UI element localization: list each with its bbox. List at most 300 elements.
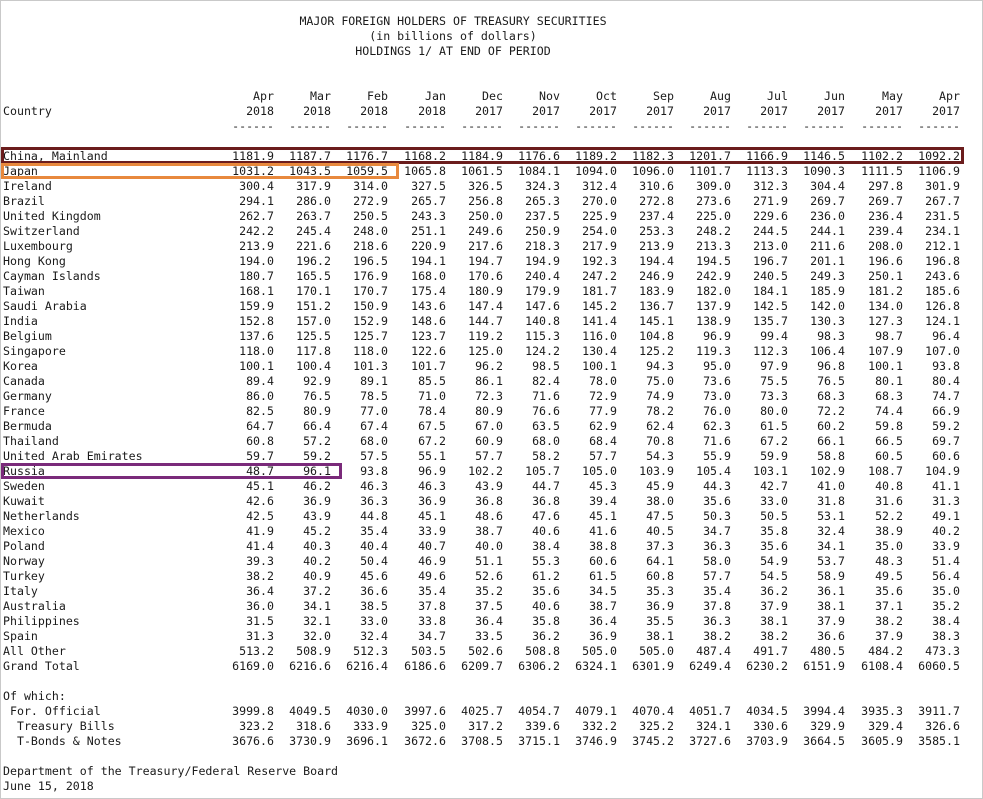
value-cell: 1043.5	[289, 164, 331, 178]
value-cell: 96.1	[303, 464, 331, 478]
value-cell: 122.6	[411, 344, 446, 358]
country-name: Belgium	[3, 329, 52, 343]
value-cell: 1096.0	[632, 164, 674, 178]
value-cell: 61.5	[760, 419, 788, 433]
value-cell: 1090.3	[803, 164, 845, 178]
value-cell: 57.7	[589, 449, 617, 463]
value-cell: 49.1	[932, 509, 960, 523]
value-cell: 196.6	[868, 254, 903, 268]
column-month: Jan	[425, 89, 446, 103]
of-which-name: Treasury Bills	[3, 719, 115, 733]
value-cell: 6186.6	[404, 659, 446, 673]
value-cell: 324.3	[525, 179, 560, 193]
country-name: Thailand	[3, 434, 59, 448]
value-cell: 63.5	[532, 419, 560, 433]
header-years-row	[0, 104, 983, 119]
value-cell: 77.9	[589, 404, 617, 418]
value-cell: 72.9	[589, 389, 617, 403]
value-cell: 138.9	[696, 314, 731, 328]
value-cell: 247.2	[582, 269, 617, 283]
value-cell: 41.4	[246, 539, 274, 553]
value-cell: 38.7	[475, 524, 503, 538]
of-which-row	[0, 704, 983, 719]
value-cell: 3703.9	[746, 734, 788, 748]
value-cell: 267.7	[925, 194, 960, 208]
value-cell: 64.1	[646, 554, 674, 568]
value-cell: 100.1	[868, 359, 903, 373]
value-cell: 73.6	[703, 374, 731, 388]
value-cell: 491.7	[753, 644, 788, 658]
value-cell: 130.4	[582, 344, 617, 358]
of-which-label: Of which:	[3, 689, 66, 703]
table-row	[0, 629, 983, 644]
value-cell: 66.1	[817, 434, 845, 448]
report-subtitle: (in billions of dollars)	[369, 29, 537, 43]
value-cell: 38.8	[589, 539, 617, 553]
value-cell: 44.8	[360, 509, 388, 523]
value-cell: 78.5	[360, 389, 388, 403]
value-cell: 66.5	[875, 434, 903, 448]
value-cell: 4030.0	[346, 704, 388, 718]
column-year: 2017	[932, 104, 960, 118]
column-underline: ------	[461, 119, 503, 133]
column-month: Apr	[939, 89, 960, 103]
column-underline: ------	[861, 119, 903, 133]
value-cell: 71.6	[703, 434, 731, 448]
value-cell: 73.0	[703, 389, 731, 403]
value-cell: 124.1	[925, 314, 960, 328]
value-cell: 502.6	[468, 644, 503, 658]
value-cell: 55.1	[418, 449, 446, 463]
value-cell: 80.0	[760, 404, 788, 418]
value-cell: 1111.5	[861, 164, 903, 178]
value-cell: 59.8	[875, 419, 903, 433]
value-cell: 102.9	[810, 464, 845, 478]
value-cell: 78.2	[646, 404, 674, 418]
value-cell: 106.4	[810, 344, 845, 358]
value-cell: 31.5	[246, 614, 274, 628]
value-cell: 333.9	[353, 719, 388, 733]
value-cell: 480.5	[810, 644, 845, 658]
table-row	[0, 389, 983, 404]
table-row	[0, 449, 983, 464]
country-name: Taiwan	[3, 284, 45, 298]
value-cell: 104.8	[639, 329, 674, 343]
table-row	[0, 479, 983, 494]
value-cell: 147.6	[525, 299, 560, 313]
value-cell: 249.6	[468, 224, 503, 238]
value-cell: 76.0	[703, 404, 731, 418]
value-cell: 45.1	[589, 509, 617, 523]
value-cell: 38.0	[646, 494, 674, 508]
value-cell: 38.5	[360, 599, 388, 613]
value-cell: 53.1	[817, 509, 845, 523]
column-underline: ------	[518, 119, 560, 133]
value-cell: 236.4	[868, 209, 903, 223]
value-cell: 3585.1	[918, 734, 960, 748]
value-cell: 242.9	[696, 269, 731, 283]
of-which-row	[0, 734, 983, 749]
value-cell: 1201.7	[689, 149, 731, 163]
value-cell: 105.4	[696, 464, 731, 478]
value-cell: 118.0	[239, 344, 274, 358]
value-cell: 119.3	[696, 344, 731, 358]
value-cell: 61.5	[589, 569, 617, 583]
column-year: 2017	[646, 104, 674, 118]
value-cell: 217.6	[468, 239, 503, 253]
value-cell: 213.9	[639, 239, 674, 253]
footer-date: June 15, 2018	[3, 779, 94, 793]
value-cell: 58.0	[703, 554, 731, 568]
value-cell: 1106.9	[918, 164, 960, 178]
value-cell: 118.0	[353, 344, 388, 358]
value-cell: 317.9	[296, 179, 331, 193]
value-cell: 86.1	[475, 374, 503, 388]
value-cell: 53.7	[817, 554, 845, 568]
value-cell: 239.4	[868, 224, 903, 238]
value-cell: 51.4	[932, 554, 960, 568]
value-cell: 67.5	[418, 419, 446, 433]
value-cell: 36.6	[817, 629, 845, 643]
value-cell: 103.1	[753, 464, 788, 478]
value-cell: 1176.6	[518, 149, 560, 163]
value-cell: 59.9	[760, 449, 788, 463]
column-month: Dec	[482, 89, 503, 103]
value-cell: 182.0	[696, 284, 731, 298]
value-cell: 213.9	[239, 239, 274, 253]
value-cell: 248.0	[353, 224, 388, 238]
value-cell: 1113.3	[746, 164, 788, 178]
value-cell: 50.3	[703, 509, 731, 523]
value-cell: 93.8	[932, 359, 960, 373]
value-cell: 165.5	[296, 269, 331, 283]
value-cell: 44.7	[532, 479, 560, 493]
value-cell: 332.2	[582, 719, 617, 733]
value-cell: 74.4	[875, 404, 903, 418]
value-cell: 96.9	[418, 464, 446, 478]
value-cell: 262.7	[239, 209, 274, 223]
column-year: 2017	[875, 104, 903, 118]
column-month: Nov	[539, 89, 560, 103]
value-cell: 60.2	[817, 419, 845, 433]
value-cell: 36.8	[532, 494, 560, 508]
value-cell: 78.0	[589, 374, 617, 388]
value-cell: 48.7	[246, 464, 274, 478]
value-cell: 1166.9	[746, 149, 788, 163]
value-cell: 36.4	[475, 614, 503, 628]
value-cell: 34.1	[303, 599, 331, 613]
value-cell: 4034.5	[746, 704, 788, 718]
value-cell: 1061.5	[461, 164, 503, 178]
value-cell: 38.2	[703, 629, 731, 643]
value-cell: 194.9	[525, 254, 560, 268]
value-cell: 36.0	[246, 599, 274, 613]
value-cell: 3746.9	[575, 734, 617, 748]
value-cell: 1187.7	[289, 149, 331, 163]
value-cell: 4049.5	[289, 704, 331, 718]
value-cell: 38.7	[589, 599, 617, 613]
report-title: MAJOR FOREIGN HOLDERS OF TREASURY SECURITIES	[299, 14, 607, 28]
value-cell: 237.5	[525, 209, 560, 223]
value-cell: 196.5	[353, 254, 388, 268]
value-cell: 48.6	[475, 509, 503, 523]
value-cell: 3715.1	[518, 734, 560, 748]
value-cell: 107.0	[925, 344, 960, 358]
value-cell: 75.5	[760, 374, 788, 388]
value-cell: 1181.9	[232, 149, 274, 163]
value-cell: 201.1	[810, 254, 845, 268]
value-cell: 45.9	[646, 479, 674, 493]
value-cell: 35.2	[932, 599, 960, 613]
value-cell: 140.8	[525, 314, 560, 328]
value-cell: 213.0	[753, 239, 788, 253]
value-cell: 104.9	[925, 464, 960, 478]
value-cell: 6249.4	[689, 659, 731, 673]
column-underline: ------	[632, 119, 674, 133]
value-cell: 40.6	[532, 599, 560, 613]
table-row	[0, 284, 983, 299]
column-underline: ------	[746, 119, 788, 133]
value-cell: 36.3	[360, 494, 388, 508]
value-cell: 101.3	[353, 359, 388, 373]
value-cell: 508.8	[525, 644, 560, 658]
value-cell: 36.9	[646, 599, 674, 613]
value-cell: 312.3	[753, 179, 788, 193]
value-cell: 249.3	[810, 269, 845, 283]
value-cell: 185.9	[810, 284, 845, 298]
value-cell: 57.7	[703, 569, 731, 583]
value-cell: 36.4	[246, 584, 274, 598]
value-cell: 1184.9	[461, 149, 503, 163]
value-cell: 196.2	[296, 254, 331, 268]
value-cell: 513.2	[239, 644, 274, 658]
value-cell: 112.3	[753, 344, 788, 358]
value-cell: 56.4	[932, 569, 960, 583]
table-row	[0, 359, 983, 374]
value-cell: 325.2	[639, 719, 674, 733]
value-cell: 38.4	[932, 614, 960, 628]
value-cell: 339.6	[525, 719, 560, 733]
value-cell: 6216.6	[289, 659, 331, 673]
value-cell: 3911.7	[918, 704, 960, 718]
value-cell: 74.7	[932, 389, 960, 403]
column-underline: ------	[918, 119, 960, 133]
value-cell: 194.5	[696, 254, 731, 268]
value-cell: 38.2	[875, 614, 903, 628]
value-cell: 35.4	[360, 524, 388, 538]
value-cell: 76.6	[532, 404, 560, 418]
highlight-box-china	[1, 147, 964, 164]
value-cell: 45.1	[246, 479, 274, 493]
table-row	[0, 179, 983, 194]
value-cell: 54.5	[760, 569, 788, 583]
value-cell: 213.3	[696, 239, 731, 253]
value-cell: 3664.5	[803, 734, 845, 748]
value-cell: 180.9	[468, 284, 503, 298]
value-cell: 58.8	[817, 449, 845, 463]
value-cell: 89.1	[360, 374, 388, 388]
value-cell: 217.9	[582, 239, 617, 253]
value-cell: 35.6	[532, 584, 560, 598]
value-cell: 41.0	[817, 479, 845, 493]
value-cell: 67.2	[418, 434, 446, 448]
value-cell: 59.2	[932, 419, 960, 433]
value-cell: 68.3	[817, 389, 845, 403]
value-cell: 37.5	[475, 599, 503, 613]
value-cell: 40.7	[418, 539, 446, 553]
value-cell: 36.4	[589, 614, 617, 628]
value-cell: 273.6	[696, 194, 731, 208]
value-cell: 192.3	[582, 254, 617, 268]
table-row	[0, 584, 983, 599]
value-cell: 142.5	[753, 299, 788, 313]
value-cell: 145.1	[639, 314, 674, 328]
value-cell: 101.7	[411, 359, 446, 373]
value-cell: 60.8	[646, 569, 674, 583]
value-cell: 270.0	[582, 194, 617, 208]
column-year: 2017	[589, 104, 617, 118]
value-cell: 117.8	[296, 344, 331, 358]
value-cell: 62.3	[703, 419, 731, 433]
value-cell: 105.0	[582, 464, 617, 478]
value-cell: 32.1	[303, 614, 331, 628]
value-cell: 473.3	[925, 644, 960, 658]
value-cell: 130.3	[810, 314, 845, 328]
value-cell: 49.6	[418, 569, 446, 583]
value-cell: 55.9	[703, 449, 731, 463]
value-cell: 35.2	[475, 584, 503, 598]
value-cell: 325.0	[411, 719, 446, 733]
value-cell: 51.1	[475, 554, 503, 568]
value-cell: 194.4	[639, 254, 674, 268]
value-cell: 225.9	[582, 209, 617, 223]
value-cell: 1101.7	[689, 164, 731, 178]
value-cell: 67.4	[360, 419, 388, 433]
value-cell: 181.7	[582, 284, 617, 298]
value-cell: 97.9	[760, 359, 788, 373]
value-cell: 54.9	[760, 554, 788, 568]
value-cell: 36.9	[589, 629, 617, 643]
value-cell: 6230.2	[746, 659, 788, 673]
footer-source: Department of the Treasury/Federal Reserve Board	[3, 764, 339, 778]
value-cell: 60.5	[875, 449, 903, 463]
value-cell: 40.5	[646, 524, 674, 538]
value-cell: 330.6	[753, 719, 788, 733]
value-cell: 75.0	[646, 374, 674, 388]
value-cell: 301.9	[925, 179, 960, 193]
value-cell: 3935.3	[861, 704, 903, 718]
value-cell: 41.6	[589, 524, 617, 538]
value-cell: 66.4	[303, 419, 331, 433]
table-row	[0, 569, 983, 584]
value-cell: 3676.6	[232, 734, 274, 748]
value-cell: 272.9	[353, 194, 388, 208]
value-cell: 35.8	[532, 614, 560, 628]
value-cell: 50.5	[760, 509, 788, 523]
value-cell: 184.1	[753, 284, 788, 298]
value-cell: 72.3	[475, 389, 503, 403]
country-name: Sweden	[3, 479, 45, 493]
value-cell: 127.3	[868, 314, 903, 328]
value-cell: 66.9	[932, 404, 960, 418]
value-cell: 265.7	[411, 194, 446, 208]
country-name: Luxembourg	[3, 239, 73, 253]
value-cell: 31.3	[932, 494, 960, 508]
value-cell: 218.6	[353, 239, 388, 253]
country-name: Philippines	[3, 614, 80, 628]
country-name: United Arab Emirates	[3, 449, 143, 463]
table-row	[0, 329, 983, 344]
value-cell: 148.6	[411, 314, 446, 328]
value-cell: 243.3	[411, 209, 446, 223]
value-cell: 35.4	[418, 584, 446, 598]
column-underline: ------	[346, 119, 388, 133]
value-cell: 3994.4	[803, 704, 845, 718]
country-name: Brazil	[3, 194, 45, 208]
value-cell: 327.5	[411, 179, 446, 193]
value-cell: 105.7	[525, 464, 560, 478]
value-cell: 100.1	[239, 359, 274, 373]
value-cell: 96.4	[932, 329, 960, 343]
value-cell: 37.2	[303, 584, 331, 598]
country-name: All Other	[3, 644, 66, 658]
value-cell: 1189.2	[575, 149, 617, 163]
value-cell: 49.5	[875, 569, 903, 583]
value-cell: 68.4	[589, 434, 617, 448]
column-year: 2018	[418, 104, 446, 118]
value-cell: 36.1	[817, 584, 845, 598]
value-cell: 4025.7	[461, 704, 503, 718]
value-cell: 312.4	[582, 179, 617, 193]
value-cell: 48.3	[875, 554, 903, 568]
value-cell: 35.0	[875, 539, 903, 553]
header-underline-row	[0, 119, 983, 134]
column-underline: ------	[404, 119, 446, 133]
value-cell: 41.1	[932, 479, 960, 493]
country-name: Bermuda	[3, 419, 52, 433]
table-row	[0, 434, 983, 449]
column-country-label: Country	[3, 104, 52, 118]
column-month: Jul	[767, 89, 788, 103]
value-cell: 45.3	[589, 479, 617, 493]
of-which-row	[0, 719, 983, 734]
value-cell: 135.7	[753, 314, 788, 328]
value-cell: 141.4	[582, 314, 617, 328]
value-cell: 76.5	[817, 374, 845, 388]
value-cell: 39.3	[246, 554, 274, 568]
value-cell: 54.3	[646, 449, 674, 463]
value-cell: 6324.1	[575, 659, 617, 673]
value-cell: 58.9	[817, 569, 845, 583]
value-cell: 41.9	[246, 524, 274, 538]
value-cell: 45.6	[360, 569, 388, 583]
value-cell: 85.5	[418, 374, 446, 388]
value-cell: 212.1	[925, 239, 960, 253]
table-row	[0, 374, 983, 389]
value-cell: 168.1	[239, 284, 274, 298]
country-name: Canada	[3, 374, 45, 388]
value-cell: 36.8	[475, 494, 503, 508]
value-cell: 40.2	[932, 524, 960, 538]
value-cell: 179.9	[525, 284, 560, 298]
value-cell: 94.3	[646, 359, 674, 373]
value-cell: 38.4	[532, 539, 560, 553]
value-cell: 72.2	[817, 404, 845, 418]
value-cell: 33.5	[475, 629, 503, 643]
value-cell: 95.0	[703, 359, 731, 373]
value-cell: 246.9	[639, 269, 674, 283]
value-cell: 211.6	[810, 239, 845, 253]
